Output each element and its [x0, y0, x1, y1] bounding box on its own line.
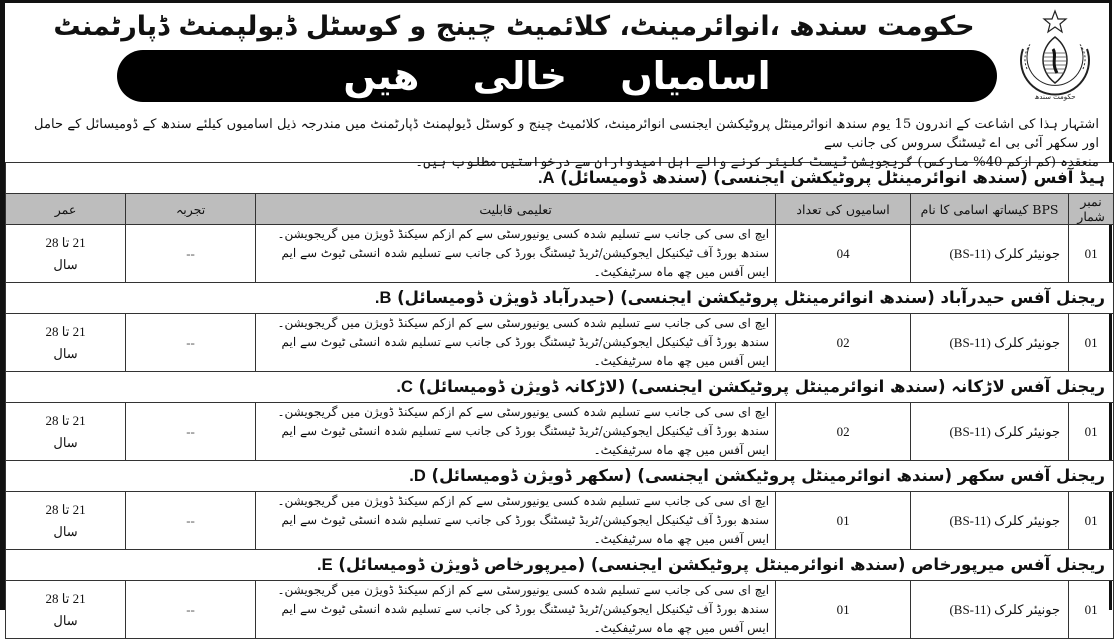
qualification-cell	[256, 581, 776, 639]
qualification-line-1: ایچ ای سی کی جانب سے تسلیم شدہ کسی یونیورسٹی سے کم ازکم سیکنڈ ڈویژن میں گریجویشن۔	[277, 316, 770, 330]
serial-cell: 01	[1069, 492, 1114, 550]
age-range: 21 تا 28	[45, 590, 86, 606]
col-experience-header: تجربہ	[126, 194, 256, 225]
department-title: حکومت سندھ ،انوائرمینٹ، کلائمیٹ چینج و کوسٹل ڈیولپمنٹ ڈپارٹمنٹ	[53, 11, 975, 42]
section-title-cell	[6, 461, 1114, 492]
ad-header	[5, 3, 1109, 111]
age-unit: سال	[53, 612, 78, 628]
section-title: ریجنل آفس سکھر (سندھ انوائرمینٹل پروٹیکشن ایجنسی) (سکھر ڈویژن ڈومیسائل)	[431, 466, 1106, 485]
experience-cell: --	[126, 581, 256, 639]
count-cell: 02	[776, 314, 911, 372]
section-title-cell	[6, 283, 1114, 314]
qualification-line-2: سندھ بورڈ آف ٹیکنیکل ایجوکیشن/ٹریڈ ٹیسٹنگ بورڈ کی جانب سے تسلیم شدہ انسٹی ٹیوٹ سے ایم ایس آفس میں چھ ماہ سرٹیفکیٹ۔	[281, 602, 770, 635]
section-letter: B.	[374, 289, 392, 307]
table-row	[6, 314, 1114, 372]
age-unit: سال	[53, 345, 78, 361]
intro-line-2: منعقدہ (کم ازکم 40% مارکس) گریجویشن ٹیسٹ کلیئر کرنے والے اہل امیدواران سے درخواستیں مطلوب ہیں۔	[415, 155, 1099, 170]
vacancy-table	[5, 162, 1114, 639]
section-letter: C.	[396, 378, 413, 396]
table-row	[6, 581, 1114, 639]
qualification-line-1: ایچ ای سی کی جانب سے تسلیم شدہ کسی یونیورسٹی سے کم ازکم سیکنڈ ڈویژن میں گریجویشن۔	[277, 405, 770, 419]
section-letter: E.	[317, 556, 333, 574]
post-cell: جونیئر کلرک (BS-11)	[911, 492, 1069, 550]
experience-cell: --	[126, 492, 256, 550]
age-cell	[6, 314, 126, 372]
section-title: ریجنل آفس حیدرآباد (سندھ انوائرمینٹل پروٹیکشن ایجنسی) (حیدرآباد ڈویژن ڈومیسائل)	[397, 288, 1106, 307]
serial-cell: 01	[1069, 581, 1114, 639]
section-title: ریجنل آفس لاڑکانہ (سندھ انوائرمینٹل پروٹیکشن ایجنسی) (لاڑکانہ ڈویژن ڈومیسائل)	[418, 377, 1106, 396]
section-header-row	[6, 283, 1114, 314]
section-header-row	[6, 550, 1114, 581]
qualification-line-1: ایچ ای سی کی جانب سے تسلیم شدہ کسی یونیورسٹی سے کم ازکم سیکنڈ ڈویژن میں گریجویشن۔	[277, 494, 770, 508]
col-qualification-header: تعلیمی قابلیت	[256, 194, 776, 225]
qualification-line-1: ایچ ای سی کی جانب سے تسلیم شدہ کسی یونیورسٹی سے کم ازکم سیکنڈ ڈویژن میں گریجویشن۔	[277, 583, 770, 597]
experience-cell: --	[126, 225, 256, 283]
section-header-row	[6, 163, 1114, 194]
qualification-cell	[256, 492, 776, 550]
table-row	[6, 225, 1114, 283]
age-cell	[6, 225, 126, 283]
post-cell: جونیئر کلرک (BS-11)	[911, 581, 1069, 639]
qualification-line-2: سندھ بورڈ آف ٹیکنیکل ایجوکیشن/ٹریڈ ٹیسٹنگ بورڈ کی جانب سے تسلیم شدہ انسٹی ٹیوٹ سے ایم ایس آفس میں چھ ماہ سرٹیفکیٹ۔	[281, 335, 770, 368]
section-letter: D.	[409, 467, 426, 485]
age-cell	[6, 403, 126, 461]
section-title-cell	[6, 550, 1114, 581]
age-unit: سال	[53, 256, 78, 272]
intro-line-1: اشتہار ہذا کی اشاعت کے اندرون 15 یوم سندھ انوائرمینٹل پروٹیکشن ایجنسی انوائرمینٹ، کلائمیٹ چینج و کوسٹل ڈیولپمنٹ ڈپارٹمنٹ میں مندرجہ ذیل اسامیوں کیلئے سندھ کے ڈومیسائل کے حامل اور سکھر آئی بی اے ٹیسٹنگ سروس کی جانب سے	[33, 117, 1099, 151]
post-cell: جونیئر کلرک (BS-11)	[911, 314, 1069, 372]
age-range: 21 تا 28	[45, 234, 86, 250]
age-cell	[6, 492, 126, 550]
post-cell: جونیئر کلرک (BS-11)	[911, 403, 1069, 461]
qualification-cell	[256, 403, 776, 461]
qualification-line-2: سندھ بورڈ آف ٹیکنیکل ایجوکیشن/ٹریڈ ٹیسٹنگ بورڈ کی جانب سے تسلیم شدہ انسٹی ٹیوٹ سے ایم ایس آفس میں چھ ماہ سرٹیفکیٹ۔	[281, 246, 770, 279]
serial-cell: 01	[1069, 225, 1114, 283]
age-range: 21 تا 28	[45, 501, 86, 517]
age-range: 21 تا 28	[45, 323, 86, 339]
col-serial-header: نمبر شمار	[1069, 194, 1114, 225]
serial-cell: 01	[1069, 403, 1114, 461]
count-cell: 04	[776, 225, 911, 283]
col-post-header: BPS کیساتھ اسامی کا نام	[911, 194, 1069, 225]
experience-cell: --	[126, 314, 256, 372]
table-row	[6, 492, 1114, 550]
table-row	[6, 403, 1114, 461]
col-age-header: عمر	[6, 194, 126, 225]
column-header-row	[6, 194, 1114, 225]
post-cell: جونیئر کلرک (BS-11)	[911, 225, 1069, 283]
vacancies-banner: اسامیاں خالی ھیں	[117, 50, 997, 102]
count-cell: 01	[776, 492, 911, 550]
section-header-row	[6, 461, 1114, 492]
qualification-line-2: سندھ بورڈ آف ٹیکنیکل ایجوکیشن/ٹریڈ ٹیسٹنگ بورڈ کی جانب سے تسلیم شدہ انسٹی ٹیوٹ سے ایم ایس آفس میں چھ ماہ سرٹیفکیٹ۔	[281, 513, 770, 546]
emblem-caption: حکومت سندھ	[1034, 93, 1076, 101]
intro-paragraph	[5, 111, 1109, 170]
qualification-line-1: ایچ ای سی کی جانب سے تسلیم شدہ کسی یونیورسٹی سے کم ازکم سیکنڈ ڈویژن میں گریجویشن۔	[277, 227, 770, 241]
qualification-line-2: سندھ بورڈ آف ٹیکنیکل ایجوکیشن/ٹریڈ ٹیسٹنگ بورڈ کی جانب سے تسلیم شدہ انسٹی ٹیوٹ سے ایم ایس آفس میں چھ ماہ سرٹیفکیٹ۔	[281, 424, 770, 457]
section-title-cell	[6, 163, 1114, 194]
experience-cell: --	[126, 403, 256, 461]
qualification-cell	[256, 225, 776, 283]
count-cell: 02	[776, 403, 911, 461]
age-cell	[6, 581, 126, 639]
age-unit: سال	[53, 434, 78, 450]
age-range: 21 تا 28	[45, 412, 86, 428]
serial-cell: 01	[1069, 314, 1114, 372]
section-letter: A.	[538, 169, 555, 187]
section-header-row	[6, 372, 1114, 403]
section-title: ریجنل آفس میرپورخاص (سندھ انوائرمینٹل پروٹیکشن ایجنسی) (میرپورخاص ڈویژن ڈومیسائل)	[338, 555, 1106, 574]
section-title-cell	[6, 372, 1114, 403]
qualification-cell	[256, 314, 776, 372]
section-title: ہیڈ آفس (سندھ انوائرمینٹل پروٹیکشن ایجنسی) (سندھ ڈومیسائل)	[560, 168, 1106, 187]
count-cell: 01	[776, 581, 911, 639]
col-count-header: اسامیوں کی تعداد	[776, 194, 911, 225]
sindh-government-emblem-icon	[1009, 9, 1101, 107]
age-unit: سال	[53, 523, 78, 539]
